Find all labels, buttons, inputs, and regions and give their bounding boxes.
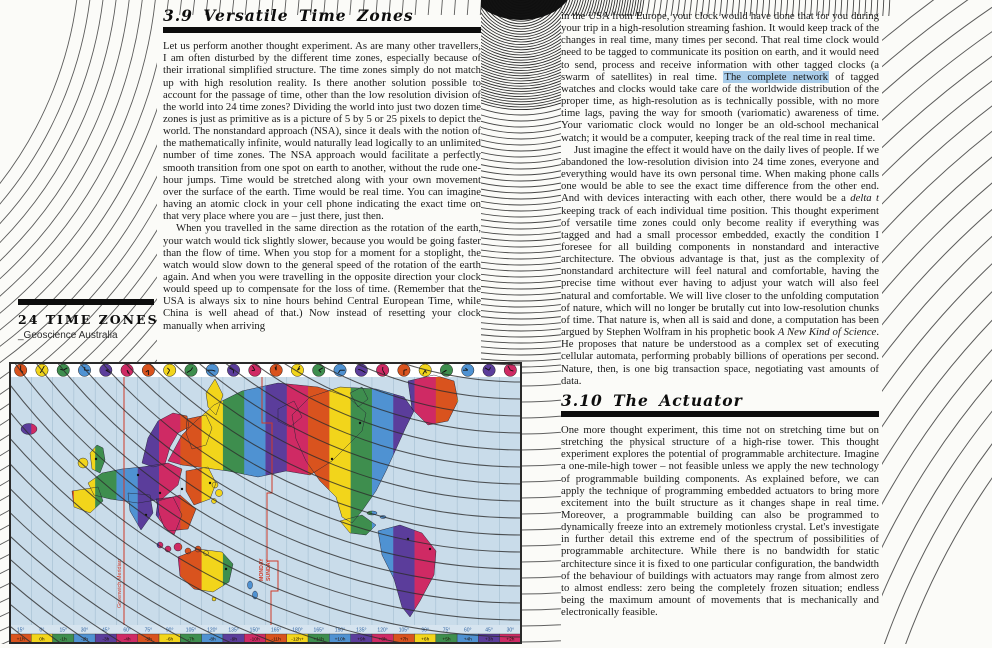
svg-text:135°: 135° [356,628,366,634]
svg-text:135°: 135° [228,628,238,634]
svg-text:+10h: +10h [335,637,346,643]
svg-text:15°: 15° [17,628,25,634]
clock-icon [100,364,112,376]
svg-text:165°: 165° [314,628,324,634]
svg-text:165°: 165° [271,628,281,634]
clock-icon [504,364,516,376]
svg-text:-11h: -11h [272,637,282,643]
svg-text:45°: 45° [485,628,493,634]
map-caption [18,299,154,341]
paragraph [561,10,879,144]
svg-text:-4h: -4h [124,637,131,643]
svg-text:45°: 45° [102,628,110,634]
clock-icon [249,364,261,376]
svg-text:105°: 105° [186,628,196,634]
svg-text:75°: 75° [443,628,451,634]
svg-text:-2h: -2h [81,637,88,643]
svg-text:+5h: +5h [442,637,450,643]
clock-icon [462,364,474,376]
section-heading-3-10: 3.10 The Actuator [561,392,879,409]
caption-source: _Geoscience Australia [18,330,154,341]
svg-text:-5h: -5h [145,637,152,643]
paragraph [561,144,879,387]
svg-text:-9h: -9h [230,637,237,643]
paragraph: One more thought experiment, this time not on stretching time but on stretching the physical structure of a high-rise tower. This thought experiment explores the potential of programmable architecture. Imagine a one-mile-high tower – not feasible unless we apply the new technology of programmable building components. As explained before, we can apply the technique of programming embedded actuators to bring more excitement into the built structure as it changes shape in real time. Moreover, a programmable building can also be programmed to dynamically freeze into an extremely motionless crystal. Let's investigate in further detail this extreme end of the spectrum of possibilities of programmable architecture. While there is no bandwidth for static architecture since it is fixed to one particular configuration, the bandwidth of the behaviour of buildings with actuators may range from almost zero to almost endless: zero being the completely frozen situation; endless being the maximum amount of movements that is mechanically and electronically feasible. [561,424,879,619]
selected-text-highlight[interactable]: The complete network [723,71,829,83]
paragraph-text: of tagged watches and clocks would take care of the worldwide distribution of the proper time, as high-resolution as is technically possible, with no more time lags, paving the way for smooth (variomatic) awareness of time. Your variomatic clock would no longer be an old-school mechanical watch; it would be a computer, keeping track of the real time in real time. [561,71,879,144]
caption-title: 24 TIME ZONES [18,312,154,327]
paragraph-text: . He proposes that nature be understood as a complex set of executing cellular automata, performing probably billions of operations per second. Nature, then, is one big transaction space, negotiating vast amounts of data. [561,326,879,387]
svg-text:+2h: +2h [506,637,514,643]
svg-text:-1h: -1h [60,637,67,643]
svg-text:150°: 150° [250,628,260,634]
svg-text:Greenwich Meridian: Greenwich Meridian [117,559,123,608]
section-heading-3-9: 3.9 Versatile Time Zones [163,7,481,24]
paragraph-text: keeping track of each individual time position. This thought experiment of versatile time zones could only become reality if everything was tagged and had a small processor embedded, exactly the condition I foresee for all building components in nonstandard and interactive architecture. The obvious advantage is that, just as the complexity of nonstandard architecture will feel natural and comfortable, having the precise time without ever having to adjust your watch will also feel natural and comfortable. We will live closer to the unfolding computation of nature, which will no longer be brutally cut into low-resolution chunks of time. That nature is, when all is said and done, a computation has been argued by Stephen Wolfram in his prophetic book [561,205,879,339]
svg-text:105°: 105° [399,628,409,634]
svg-text:+7h: +7h [400,637,408,643]
svg-text:150°: 150° [335,628,345,634]
paragraph-text: Just imagine the effect it would have on the daily lives of people. If we abandoned the low-resolution division into 24 time zones, everyone and everything would have its own personal time. When making phone calls one would be able to see the exact time difference from the other end. And with devices interacting with each other, there would be a [561,144,879,205]
svg-text:SUNDAY: SUNDAY [266,559,272,581]
paragraph: When you travelled in the same direction as the rotation of the earth, your watch would tick slightly slower, because you would be going faster than the flow of time. When you stop for a moment for a stoplight, the watch would slow down to the general speed of the rotation of the earth again. And when you were travelling in the opposite direction your clock would speed up to compensate for the loss of time. (Remember that the USA is always six to nine hours behind Central European Time, while China is well ahead of that.) Now instead of resetting your clock manually when arriving [163,222,481,331]
svg-text:+4h: +4h [464,637,472,643]
left-text-column [163,7,481,332]
svg-text:60°: 60° [464,628,472,634]
heading-rule [163,27,481,33]
svg-text:+3h: +3h [485,637,493,643]
clock-icon [142,364,154,376]
svg-text:15°: 15° [59,628,67,634]
right-text-column [561,10,879,618]
time-zones-map-svg [10,363,521,643]
svg-text:30°: 30° [507,628,515,634]
svg-text:-8h: -8h [209,637,216,643]
paragraph: Let us perform another thought experiment. As are many other travellers, I am often disturbed by the different time zones, especially because of their irrational simplified structure. The time zones simply do not match up with high resolution reality. Is there another solution possible to account for the passage of time, other than the low resolution division of the world into 24 time zones? Dividing the world into just two dozen time zones is just as primitive as is a picture of 5 by 5 or 25 pixels to depict the world. The nonstandard approach (NSA), since it deals with the notion of the mathematically infinite, would naturally lead logically to an unlimited number of time zones. The NSA approach would facilitate a perfectly smooth transition from one spot on earth to another, without the rude one-hour jumps. Time would be stretched along with your own movement over the surface of the earth. Time would be real time. You can imagine having an atomic clock in your cell phone indicating the exact time on that very place where you are – just there, just then. [163,40,481,222]
italic-term: delta t [850,192,879,204]
svg-text:MONDAY: MONDAY [259,558,265,581]
clock-icon [270,364,282,376]
svg-text:120°: 120° [377,628,387,634]
svg-text:90°: 90° [166,628,174,634]
clock-icon [78,364,90,376]
clock-icon [483,364,495,376]
heading-rule [561,411,879,417]
book-title-italic: A New Kind of Science [778,326,876,338]
time-zones-map [9,362,522,644]
svg-text:-7h: -7h [188,637,195,643]
svg-text:120°: 120° [207,628,217,634]
svg-text:-6h: -6h [166,637,173,643]
svg-text:-3h: -3h [102,637,109,643]
svg-text:75°: 75° [145,628,153,634]
svg-text:+8h: +8h [379,637,387,643]
clock-icon [398,364,410,376]
clock-icon [163,364,175,376]
svg-text:60°: 60° [123,628,131,634]
svg-text:0°: 0° [40,628,45,634]
svg-text:-12h+: -12h+ [291,637,304,643]
svg-text:-10h: -10h [250,637,260,643]
svg-text:30°: 30° [81,628,89,634]
svg-text:+11h: +11h [314,637,325,643]
svg-text:0h: 0h [39,637,45,643]
svg-text:180°: 180° [292,628,302,634]
svg-text:90°: 90° [421,628,429,634]
svg-text:+1h: +1h [17,637,25,643]
paragraph-text: in the USA from Europe, your clock would have done that for you during your trip in a high-resolution streaming fashion. It would keep track of the changes in real time, many times per second. That real time clock would need to be tagged to communicate its position on earth, and it would need to send, process and receive information with other tagged clocks (a swarm of satellites) in real time. [561,10,879,83]
svg-text:+9h: +9h [357,637,365,643]
svg-text:+6h: +6h [421,637,429,643]
caption-rule [18,299,154,305]
